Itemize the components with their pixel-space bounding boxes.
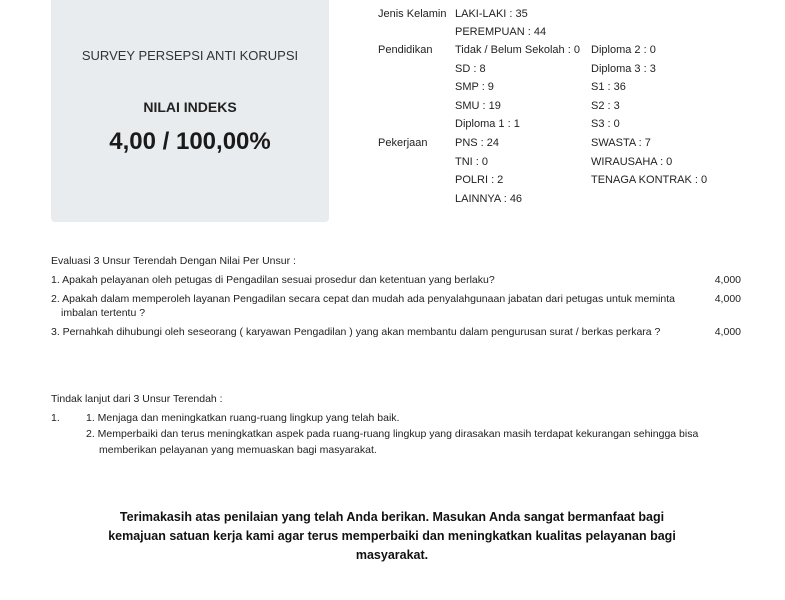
thank-you-message: Terimakasih atas penilaian yang telah Anda berikan. Masukan Anda sangat bermanfaat bagi kemajuan satuan kerja kami agar terus memperbaiki dan meningkatkan kualitas pelayanan bagi masyarakat.	[108, 510, 676, 562]
job-item: SWASTA : 7	[591, 137, 651, 149]
index-card	[51, 0, 329, 222]
education-item: S2 : 3	[591, 100, 620, 112]
job-item: PNS : 24	[455, 137, 500, 149]
followup-list	[51, 410, 741, 470]
job-label: Pekerjaan	[378, 137, 428, 149]
education-item: Diploma 1 : 1	[455, 118, 520, 130]
education-item: Diploma 2 : 0	[591, 44, 656, 56]
evaluation-item	[51, 273, 741, 287]
education-item: SD : 8	[455, 63, 486, 75]
education-item: SMU : 19	[455, 100, 501, 112]
followup-item: 1. Menjaga dan meningkatkan ruang-ruang lingkup yang telah baik.	[86, 412, 400, 424]
evaluation-question: 3. Pernahkah dihubungi oleh seseorang ( karyawan Pengadilan ) yang akan membantu dalam pengurusan surat / berkas perkara ?	[51, 326, 661, 338]
education-item: S3 : 0	[591, 118, 620, 130]
education-item: SMP : 9	[455, 81, 494, 93]
evaluation-question: 1. Apakah pelayanan oleh petugas di Pengadilan sesuai prosedur dan ketentuan yang berlaku?	[51, 274, 495, 286]
education-label: Pendidikan	[378, 44, 433, 56]
followup-number: 1.	[51, 412, 60, 424]
evaluation-value: 4,000	[714, 293, 741, 305]
job-item: TENAGA KONTRAK : 0	[591, 174, 708, 186]
education-item: Diploma 3 : 3	[591, 63, 656, 75]
evaluation-question: 2. Apakah dalam memperoleh layanan Pengadilan secara cepat dan mudah ada penyalahgunaan jabatan dari petugas untuk meminta imbalan tertentu ?	[51, 293, 676, 319]
evaluation-item	[51, 325, 741, 339]
gender-label: Jenis Kelamin	[378, 8, 447, 20]
education-item: S1 : 36	[591, 81, 626, 93]
evaluation-heading: Evaluasi 3 Unsur Terendah Dengan Nilai Per Unsur :	[51, 255, 296, 267]
followup-item: 2. Memperbaiki dan terus meningkatkan aspek pada ruang-ruang lingkup yang dirasakan masih terdapat kekurangan sehingga bisa memberikan pelayanan yang memuaskan bagi masyarakat.	[86, 428, 699, 456]
evaluation-section	[51, 254, 741, 339]
followup-heading: Tindak lanjut dari 3 Unsur Terendah :	[51, 393, 223, 405]
evaluation-value: 4,000	[714, 326, 741, 338]
job-item: WIRAUSAHA : 0	[591, 156, 673, 168]
index-value: 4,00 / 100,00%	[109, 128, 271, 155]
evaluation-item	[51, 292, 741, 320]
job-item: LAINNYA : 46	[455, 193, 523, 205]
index-label: NILAI INDEKS	[143, 99, 237, 115]
evaluation-value: 4,000	[714, 274, 741, 286]
education-item: Tidak / Belum Sekolah : 0	[455, 44, 580, 56]
gender-male: LAKI-LAKI : 35	[455, 8, 528, 20]
job-item: TNI : 0	[455, 156, 489, 168]
gender-female: PEREMPUAN : 44	[455, 26, 547, 38]
job-item: POLRI : 2	[455, 174, 504, 186]
survey-title: SURVEY PERSEPSI ANTI KORUPSI	[81, 48, 299, 63]
